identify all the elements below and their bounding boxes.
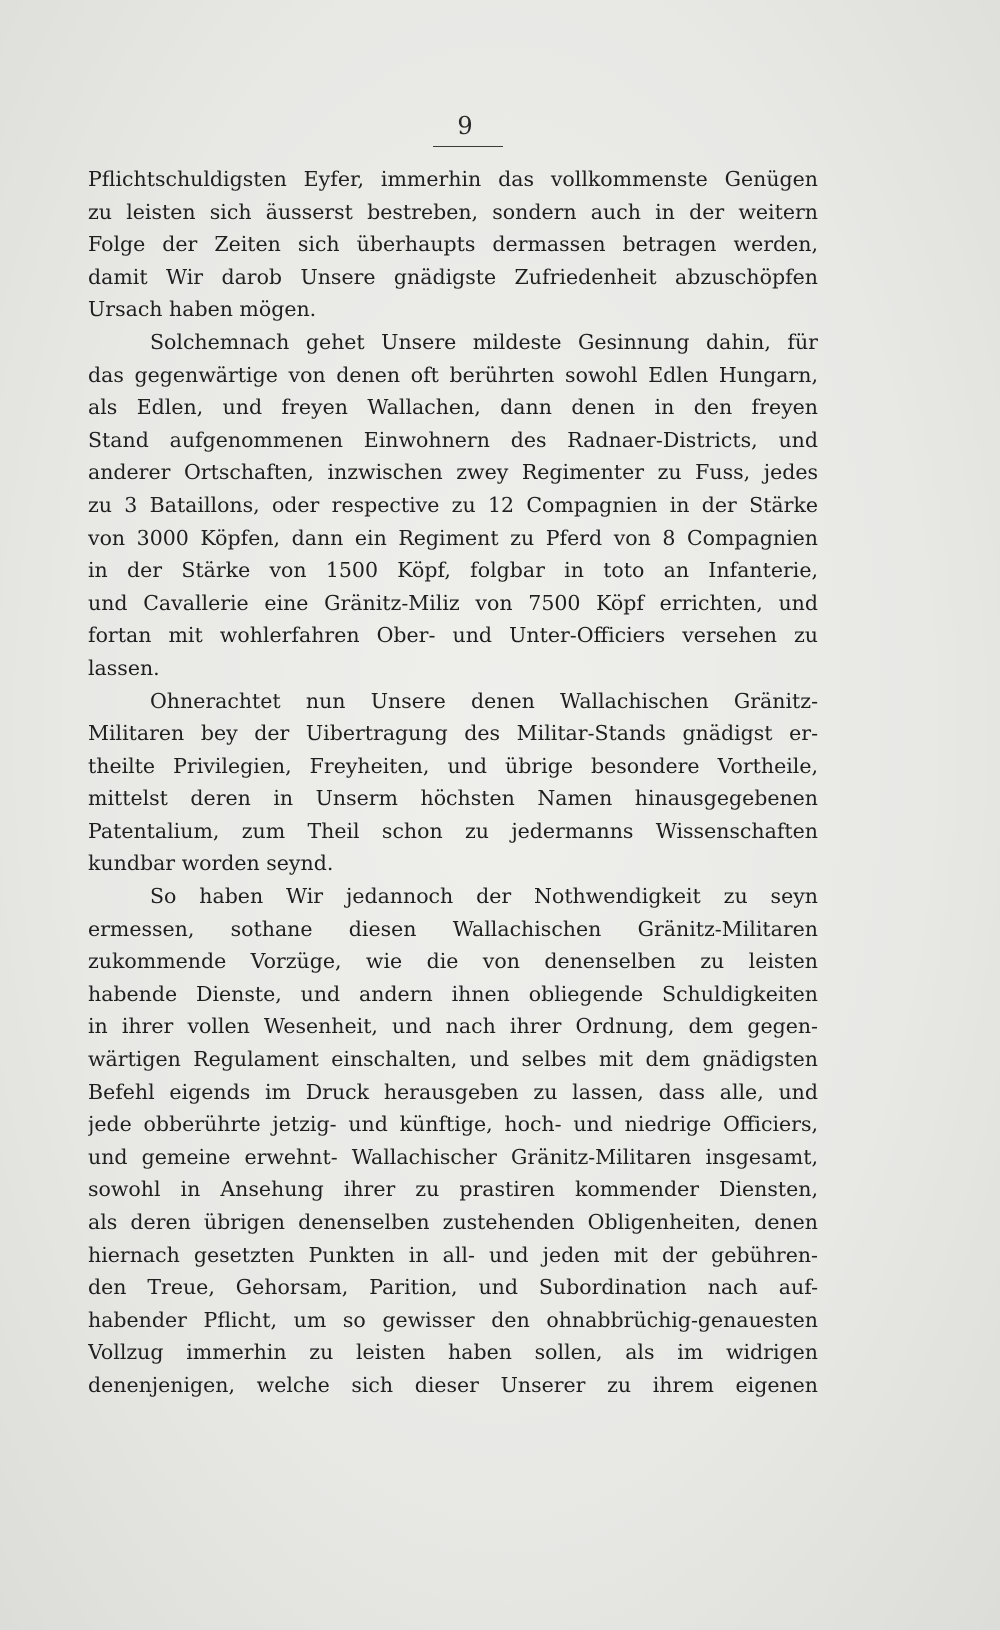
text-line: in der Stärke von 1500 Köpf, folgbar in toto an Infanterie, xyxy=(88,558,818,583)
text-line: Vollzug immerhin zu leisten haben sollen, als im widrigen xyxy=(88,1340,818,1365)
page-number: 9 xyxy=(457,112,473,140)
text-line: den Treue, Gehorsam, Parition, und Subordination nach auf- xyxy=(88,1275,818,1300)
text-line: Stand aufgenommenen Einwohnern des Radnaer-Districts, und xyxy=(88,427,818,452)
text-line: kundbar worden seynd. xyxy=(88,851,334,876)
page-number-rule xyxy=(433,146,503,147)
text-line: in ihrer vollen Wesenheit, und nach ihrer Ordnung, dem gegen- xyxy=(88,1014,818,1039)
text-line: fortan mit wohlerfahren Ober- und Unter-Officiers versehen zu xyxy=(88,623,818,648)
text-line: zu leisten sich äusserst bestreben, sondern auch in der weitern xyxy=(88,199,818,224)
text-line: als deren übrigen denenselben zustehenden Obligenheiten, denen xyxy=(88,1210,818,1234)
text-line: zukommende Vorzüge, wie die von denenselben zu leisten xyxy=(88,949,818,974)
body-text xyxy=(88,163,818,1402)
text-line: Folge der Zeiten sich überhaupts dermassen betragen werden, xyxy=(88,232,818,257)
text-line: als Edlen, und freyen Wallachen, dann denen in den freyen xyxy=(88,395,818,420)
text-line: Ohnerachtet nun Unsere denen Wallachischen Gränitz- xyxy=(150,688,818,713)
text-line: wärtigen Regulament einschalten, und selbes mit dem gnädigsten xyxy=(88,1047,818,1072)
text-line: ermessen, sothane diesen Wallachischen Gränitz-Militaren xyxy=(88,916,818,941)
text-line: das gegenwärtige von denen oft berührten sowohl Edlen Hungarn, xyxy=(88,362,818,387)
text-line: habender Pflicht, um so gewisser den ohnabbrüchig-genauesten xyxy=(88,1307,818,1332)
text-line: habende Dienste, und andern ihnen obliegende Schuldigkeiten xyxy=(88,981,818,1006)
text-line: Ursach haben mögen. xyxy=(88,297,317,322)
text-line: zu 3 Bataillons, oder respective zu 12 Compagnien in der Stärke xyxy=(88,492,818,517)
text-line: und gemeine erwehnt- Wallachischer Gränitz-Militaren insgesamt, xyxy=(88,1144,818,1169)
text-line: denenjenigen, welche sich dieser Unserer zu ihrem eigenen xyxy=(88,1372,818,1397)
text-line: sowohl in Ansehung ihrer zu prastiren kommender Diensten, xyxy=(88,1177,818,1202)
text-line: jede obberührte jetzig- und künftige, hoch- und niedrige Officiers, xyxy=(88,1112,818,1137)
text-line: anderer Ortschaften, inzwischen zwey Regimenter zu Fuss, jedes xyxy=(88,460,818,485)
text-line: So haben Wir jedannoch der Nothwendigkeit zu seyn xyxy=(150,884,818,909)
text-line: mittelst deren in Unserm höchsten Namen hinausgegebenen xyxy=(88,786,818,811)
text-line: Patentalium, zum Theil schon zu jedermanns Wissenschaften xyxy=(88,818,818,843)
text-line: und Cavallerie eine Gränitz-Miliz von 7500 Köpf errichten, und xyxy=(88,590,818,615)
text-line: damit Wir darob Unsere gnädigste Zufriedenheit abzuschöpfen xyxy=(88,264,818,289)
text-line: von 3000 Köpfen, dann ein Regiment zu Pferd von 8 Compagnien xyxy=(88,525,818,550)
text-line: Pflichtschuldigsten Eyfer, immerhin das vollkommenste Genügen xyxy=(88,167,818,191)
text-line: lassen. xyxy=(88,655,160,680)
text-line: theilte Privilegien, Freyheiten, und übrige besondere Vortheile, xyxy=(88,753,818,778)
text-line: Befehl eigends im Druck herausgeben zu lassen, dass alle, und xyxy=(88,1079,818,1104)
text-line: Militaren bey der Uibertragung des Militar-Stands gnädigst er- xyxy=(88,721,818,746)
text-line: Solchemnach gehet Unsere mildeste Gesinnung dahin, für xyxy=(150,329,818,354)
text-line: hiernach gesetzten Punkten in all- und jeden mit der gebühren- xyxy=(88,1242,818,1267)
